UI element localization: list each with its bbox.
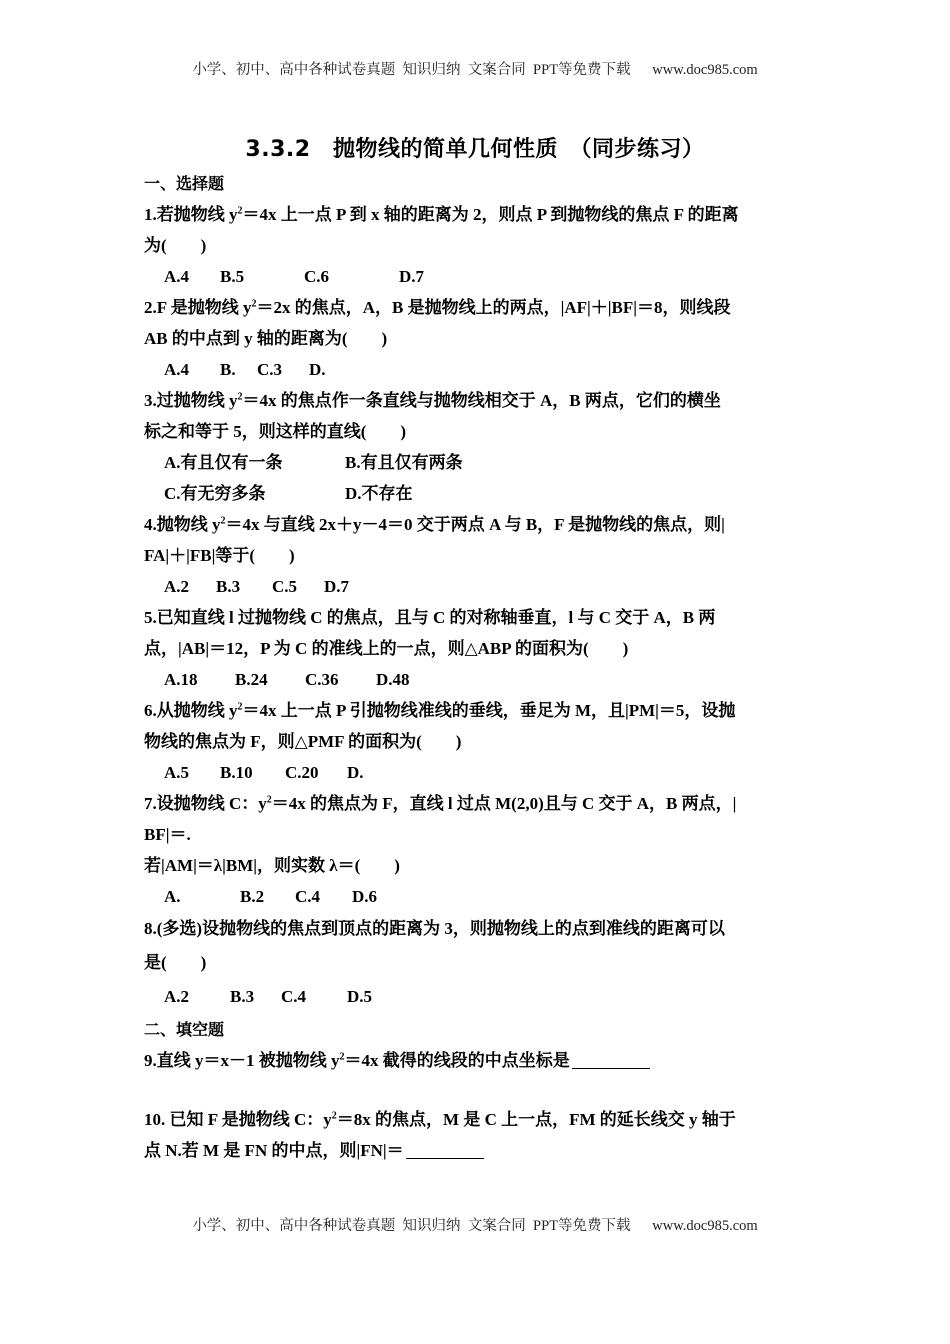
answer-blank[interactable] [406, 1140, 484, 1159]
option-d: D.5 [347, 987, 373, 1006]
question-1-line-2: 为( ) [144, 236, 207, 255]
option-a: A.18 [164, 670, 198, 689]
option-a: A.2 [164, 987, 190, 1006]
option-a: A.4 [164, 267, 190, 286]
question-3-options-row-2 [144, 478, 808, 509]
question-2-options [144, 354, 808, 385]
option-d: D.7 [324, 577, 350, 596]
option-d: D. [309, 360, 326, 379]
answer-blank[interactable] [572, 1050, 650, 1069]
question-10-line-1: 10. 已知 F 是抛物线 C：$y^2=8x$ 的焦点，M 是 C 上一点，FM 的延长线交 y 轴于 [144, 1110, 736, 1129]
question-5-line-1: 5.已知直线 l 过抛物线 C 的焦点，且与 C 的对称轴垂直，l 与 C 交于 A，B 两 [144, 608, 716, 627]
question-6-options [144, 757, 808, 788]
question-2-line-1: 2.F 是抛物线 $y^2=2x$ 的焦点，A，B 是抛物线上的两点，|AF|＋|BF|＝8，则线段 [144, 298, 731, 317]
question-8-line-1: 8.(多选)设抛物线的焦点到顶点的距离为 3，则抛物线上的点到准线的距离可以 [144, 919, 725, 938]
section-heading-fill: 二、填空题 [144, 1020, 225, 1039]
question-5-line-2: 点，|AB|＝12，P 为 C 的准线上的一点，则△ABP 的面积为( ) [144, 639, 629, 658]
question-6-line-2: 物线的焦点为 F，则△PMF 的面积为( ) [144, 732, 462, 751]
question-9-line-1: 9.直线 y＝x－1 被抛物线 $y^2=4x$ 截得的线段的中点坐标是 [144, 1045, 808, 1076]
question-7-line-3: 若|AM|＝λ|BM|，则实数 λ＝( ) [144, 856, 400, 875]
option-d: D.7 [399, 267, 425, 286]
option-d: D.不存在 [345, 484, 413, 503]
question-6-line-1: 6.从抛物线 $y^2=4x$ 上一点 P 引抛物线准线的垂线，垂足为 M，且|PM|＝5，设抛 [144, 701, 736, 720]
question-1-line-1: 1.若抛物线 $y^2=4x$ 上一点 P 到 x 轴的距离为 2，则点 P 到抛物线的焦点 F 的距离 [144, 205, 739, 224]
question-7-options [144, 881, 808, 912]
page-footer: 小学、初中、高中各种试卷真题 知识归纳 文案合同 PPT等免费下载 www.doc985.com [192, 1218, 758, 1234]
option-b: B.24 [235, 670, 268, 689]
option-c: C.3 [257, 360, 283, 379]
question-4-line-2: FA|＋|FB|等于( ) [144, 546, 295, 565]
option-b: B.10 [220, 763, 253, 782]
question-8-line-2: 是( ) [144, 953, 207, 972]
page-title: 3.3.2 抛物线的简单几何性质 （同步练习） [245, 137, 705, 162]
question-10-line-2: 点 N.若 M 是 FN 的中点，则|FN|＝ [144, 1135, 808, 1166]
option-b: B.5 [220, 267, 245, 286]
option-c: C.4 [281, 987, 307, 1006]
worksheet-body [144, 168, 808, 1166]
page-header: 小学、初中、高中各种试卷真题 知识归纳 文案合同 PPT等免费下载 www.doc985.com [192, 62, 758, 78]
option-b: B.2 [240, 887, 265, 906]
option-a: A.4 [164, 360, 190, 379]
question-8-options [144, 980, 808, 1014]
question-7-line-2: BF|＝. [144, 825, 191, 844]
option-c: C.36 [305, 670, 339, 689]
option-d: D.48 [376, 670, 410, 689]
option-a: A.2 [164, 577, 190, 596]
option-b: B.3 [216, 577, 241, 596]
section-heading-choice: 一、选择题 [144, 174, 225, 193]
question-4-line-1: 4.抛物线 $y^2=4x$ 与直线 2x＋y－4＝0 交于两点 A 与 B，F 是抛物线的焦点，则| [144, 515, 725, 534]
option-d: D.6 [352, 887, 378, 906]
option-b: B.3 [230, 987, 255, 1006]
question-7-line-1: 7.设抛物线 C：$y^2=4x$ 的焦点为 F，直线 l 过点 M(2,0)且与 C 交于 A，B 两点，| [144, 794, 737, 813]
option-c: C.20 [285, 763, 319, 782]
question-3-line-1: 3.过抛物线 $y^2=4x$ 的焦点作一条直线与抛物线相交于 A，B 两点，它们的横坐 [144, 391, 721, 410]
question-2-line-2: AB 的中点到 y 轴的距离为( ) [144, 329, 388, 348]
question-3-line-2: 标之和等于 5，则这样的直线( ) [144, 422, 407, 441]
option-c: C.有无穷多条 [164, 484, 266, 503]
option-a: A.5 [164, 763, 190, 782]
question-4-options [144, 571, 808, 602]
question-3-options-row-1 [144, 447, 808, 478]
option-c: C.5 [272, 577, 298, 596]
option-b: B. [220, 360, 236, 379]
option-c: C.4 [295, 887, 321, 906]
question-1-options [144, 261, 808, 292]
question-5-options [144, 664, 808, 695]
option-a: A.有且仅有一条 [164, 453, 283, 472]
option-b: B.有且仅有两条 [345, 453, 463, 472]
option-a: A. [164, 887, 181, 906]
option-d: D. [347, 763, 364, 782]
option-c: C.6 [304, 267, 330, 286]
